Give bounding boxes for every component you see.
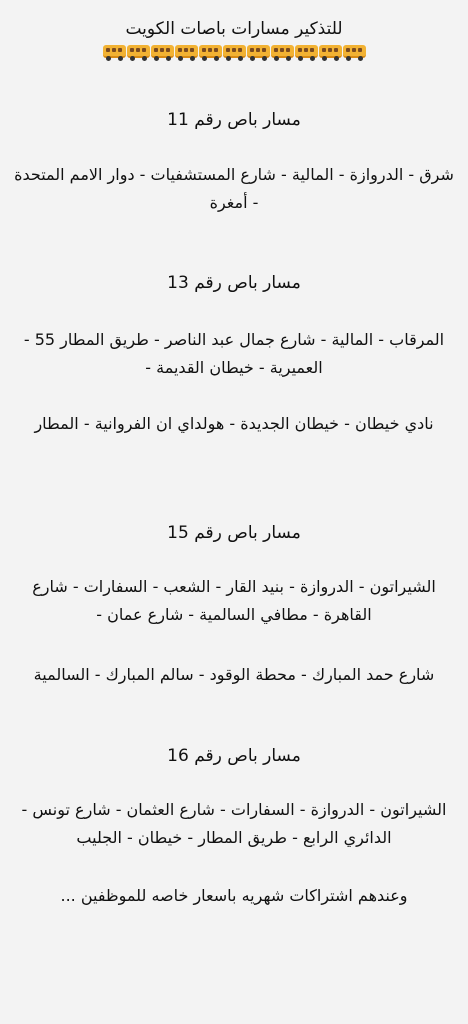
route-13-stops-part-2: نادي خيطان - خيطان الجديدة - هولداي ان الفروانية - المطار xyxy=(34,414,434,433)
bus-icon xyxy=(175,45,198,61)
bus-icon xyxy=(199,45,222,61)
route-13-heading: مسار باص رقم 13 xyxy=(167,273,301,293)
subscription-note: وعندهم اشتراكات شهريه باسعار خاصه للموظفين ... xyxy=(60,886,408,905)
route-16-heading: مسار باص رقم 16 xyxy=(167,746,301,766)
route-15-heading: مسار باص رقم 15 xyxy=(167,523,301,543)
route-16-stops: الشيراتون - الدروازة - السفارات - شارع العثمان - شارع تونس - الدائري الرابع - طريق المطار - خيطان - الجليب xyxy=(21,800,447,847)
bus-emoji-row xyxy=(0,45,468,61)
bus-icon xyxy=(295,45,318,61)
bus-icon xyxy=(127,45,150,61)
route-11-heading: مسار باص رقم 11 xyxy=(167,110,301,130)
bus-icon xyxy=(247,45,270,61)
route-11-stops: شرق - الدروازة - المالية - شارع المستشفيات - دوار الامم المتحدة - أمغرة xyxy=(14,165,454,212)
bus-icon xyxy=(343,45,366,61)
route-15-stops-part-2: شارع حمد المبارك - محطة الوقود - سالم المبارك - السالمية xyxy=(33,665,435,684)
route-13-stops-part-1: المرقاب - المالية - شارع جمال عبد الناصر - طريق المطار 55 - العميرية - خيطان القديمة - xyxy=(23,330,445,377)
bus-icon xyxy=(151,45,174,61)
bus-icon xyxy=(319,45,342,61)
bus-icon xyxy=(223,45,246,61)
route-15-stops-part-1: الشيراتون - الدروازة - بنيد القار - الشعب - السفارات - شارع القاهرة - مطافي السالمية - شارع عمان - xyxy=(32,577,436,624)
note-title: للتذكير مسارات باصات الكويت xyxy=(125,19,343,39)
bus-icon xyxy=(103,45,126,61)
bus-icon xyxy=(271,45,294,61)
